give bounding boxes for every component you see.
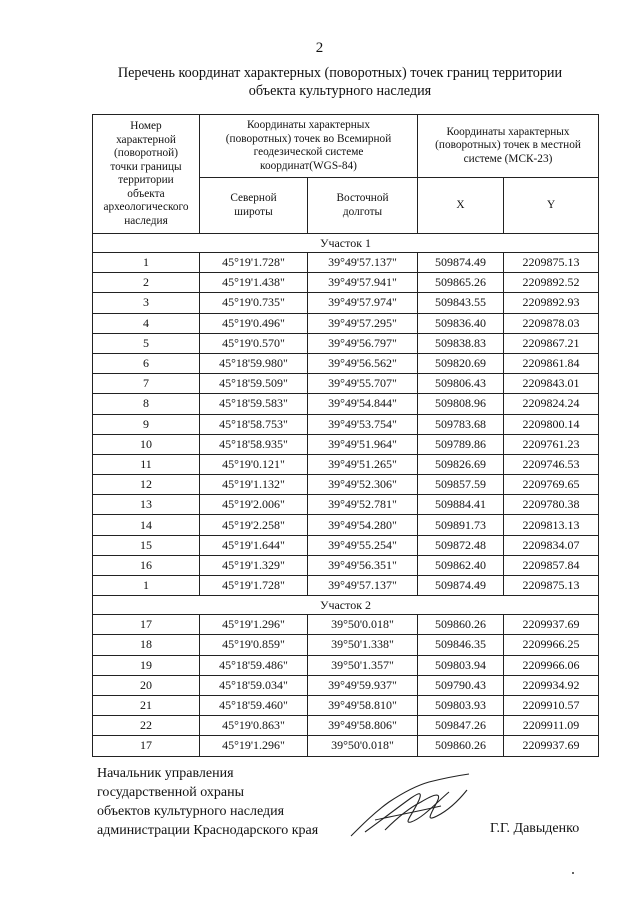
coord-y: 2209813.13 <box>504 515 599 535</box>
text-line: (поворотных) точек во Всемирной <box>225 132 392 145</box>
longitude-east: 39°49'57.137" <box>308 253 418 273</box>
latitude-north: 45°19'1.438" <box>200 273 308 293</box>
latitude-north: 45°19'1.296" <box>200 736 308 756</box>
table-row <box>93 515 599 535</box>
point-number: 17 <box>93 615 200 635</box>
coord-y: 2209966.06 <box>504 655 599 675</box>
header-point-number <box>93 115 200 234</box>
coordinates-table-body <box>93 234 599 757</box>
longitude-east: 39°49'59.937" <box>308 675 418 695</box>
latitude-north: 45°18'59.509" <box>200 374 308 394</box>
coord-y: 2209834.07 <box>504 535 599 555</box>
coord-y: 2209937.69 <box>504 615 599 635</box>
text-line: Координаты характерных <box>446 125 570 138</box>
coord-x: 509843.55 <box>418 293 504 313</box>
header-wgs84-group <box>200 115 418 178</box>
latitude-north: 45°19'1.329" <box>200 555 308 575</box>
table-row <box>93 655 599 675</box>
coord-y: 2209875.13 <box>504 576 599 596</box>
text-line: геодезической системе <box>253 146 364 158</box>
text-line: широты <box>234 205 273 218</box>
coord-y: 2209911.09 <box>504 716 599 736</box>
coord-x: 509790.43 <box>418 675 504 695</box>
coordinates-table <box>92 114 599 757</box>
longitude-east: 39°49'56.797" <box>308 333 418 353</box>
table-row <box>93 434 599 454</box>
coord-y: 2209910.57 <box>504 695 599 715</box>
point-number: 14 <box>93 515 200 535</box>
point-number: 16 <box>93 555 200 575</box>
coord-x: 509860.26 <box>418 736 504 756</box>
table-row <box>93 555 599 575</box>
text-line: (поворотных) точек в местной <box>435 139 581 152</box>
section-title: Участок 1 <box>93 234 599 253</box>
header-y: Y <box>504 178 599 234</box>
table-row <box>93 353 599 373</box>
coord-y: 2209878.03 <box>504 313 599 333</box>
text-line: археологического <box>103 201 189 213</box>
table-row <box>93 313 599 333</box>
latitude-north: 45°19'1.296" <box>200 615 308 635</box>
text-line: Северной <box>230 192 277 204</box>
coord-x: 509836.40 <box>418 313 504 333</box>
coord-x: 509806.43 <box>418 374 504 394</box>
latitude-north: 45°19'0.496" <box>200 313 308 333</box>
latitude-north: 45°19'0.121" <box>200 454 308 474</box>
text-line: Восточной <box>336 192 389 204</box>
latitude-north: 45°19'0.859" <box>200 635 308 655</box>
text-line: точки границы <box>110 160 182 173</box>
coord-x: 509838.83 <box>418 333 504 353</box>
coord-x: 509874.49 <box>418 576 504 596</box>
table-row <box>93 333 599 353</box>
table-row <box>93 695 599 715</box>
longitude-east: 39°49'56.562" <box>308 353 418 373</box>
coord-x: 509803.94 <box>418 655 504 675</box>
coord-x: 509808.96 <box>418 394 504 414</box>
latitude-north: 45°18'58.935" <box>200 434 308 454</box>
longitude-east: 39°49'51.964" <box>308 434 418 454</box>
coord-y: 2209761.23 <box>504 434 599 454</box>
latitude-north: 45°19'2.258" <box>200 515 308 535</box>
document-title-line-2: объекта культурного наследия <box>248 83 432 99</box>
coord-y: 2209937.69 <box>504 736 599 756</box>
text-line: долготы <box>342 205 383 218</box>
point-number: 10 <box>93 434 200 454</box>
table-row <box>93 253 599 273</box>
longitude-east: 39°49'56.351" <box>308 555 418 575</box>
coord-y: 2209861.84 <box>504 353 599 373</box>
text-line: наследия <box>124 214 168 227</box>
table-row <box>93 374 599 394</box>
coord-y: 2209843.01 <box>504 374 599 394</box>
table-row <box>93 475 599 495</box>
point-number: 22 <box>93 716 200 736</box>
point-number: 9 <box>93 414 200 434</box>
longitude-east: 39°50'0.018" <box>308 736 418 756</box>
coord-y: 2209934.92 <box>504 675 599 695</box>
latitude-north: 45°19'0.570" <box>200 333 308 353</box>
text-line: Координаты характерных <box>246 119 371 131</box>
text-line: объекта <box>127 187 165 200</box>
longitude-east: 39°49'57.974" <box>308 293 418 313</box>
latitude-north: 45°18'59.583" <box>200 394 308 414</box>
text-line: объектов культурного наследия <box>97 804 285 819</box>
table-row <box>93 615 599 635</box>
coord-x: 509874.49 <box>418 253 504 273</box>
section-row <box>93 596 599 615</box>
longitude-east: 39°49'57.295" <box>308 313 418 333</box>
table-row <box>93 454 599 474</box>
latitude-north: 45°19'2.006" <box>200 495 308 515</box>
coord-x: 509846.35 <box>418 635 504 655</box>
longitude-east: 39°49'55.254" <box>308 535 418 555</box>
coord-y: 2209824.24 <box>504 394 599 414</box>
longitude-east: 39°49'53.754" <box>308 414 418 434</box>
latitude-north: 45°19'1.728" <box>200 253 308 273</box>
section-row <box>93 234 599 253</box>
latitude-north: 45°19'1.728" <box>200 576 308 596</box>
coord-y: 2209746.53 <box>504 454 599 474</box>
latitude-north: 45°18'59.460" <box>200 695 308 715</box>
coord-x: 509857.59 <box>418 475 504 495</box>
longitude-east: 39°49'52.306" <box>308 475 418 495</box>
coord-x: 509803.93 <box>418 695 504 715</box>
table-row <box>93 394 599 414</box>
table-row <box>93 576 599 596</box>
signatory-position <box>97 764 318 840</box>
latitude-north: 45°18'58.753" <box>200 414 308 434</box>
document-title-line-1: Перечень координат характерных (поворотных) точек границ территории <box>117 65 563 81</box>
coord-y: 2209800.14 <box>504 414 599 434</box>
longitude-east: 39°49'57.137" <box>308 576 418 596</box>
header-x: X <box>418 178 504 234</box>
coord-y: 2209780.38 <box>504 495 599 515</box>
latitude-north: 45°19'1.132" <box>200 475 308 495</box>
point-number: 15 <box>93 535 200 555</box>
point-number: 17 <box>93 736 200 756</box>
latitude-north: 45°18'59.486" <box>200 655 308 675</box>
table-row <box>93 716 599 736</box>
section-title: Участок 2 <box>93 596 599 615</box>
longitude-east: 39°50'0.018" <box>308 615 418 635</box>
document-title <box>40 64 639 100</box>
header-north-latitude <box>200 178 308 234</box>
point-number: 18 <box>93 635 200 655</box>
coord-x: 509865.26 <box>418 273 504 293</box>
point-number: 2 <box>93 273 200 293</box>
coord-x: 509860.26 <box>418 615 504 635</box>
coord-y: 2209875.13 <box>504 253 599 273</box>
coord-x: 509820.69 <box>418 353 504 373</box>
coord-y: 2209892.52 <box>504 273 599 293</box>
header-msk23-group <box>418 115 599 178</box>
text-line: Номер <box>130 120 162 132</box>
point-number: 21 <box>93 695 200 715</box>
longitude-east: 39°49'57.941" <box>308 273 418 293</box>
point-number: 20 <box>93 675 200 695</box>
table-row <box>93 736 599 756</box>
latitude-north: 45°18'59.034" <box>200 675 308 695</box>
point-number: 13 <box>93 495 200 515</box>
latitude-north: 45°19'0.735" <box>200 293 308 313</box>
coord-x: 509884.41 <box>418 495 504 515</box>
longitude-east: 39°49'52.781" <box>308 495 418 515</box>
table-row <box>93 414 599 434</box>
point-number: 6 <box>93 353 200 373</box>
latitude-north: 45°19'0.863" <box>200 716 308 736</box>
longitude-east: 39°49'58.806" <box>308 716 418 736</box>
text-line: системе (МСК-23) <box>463 152 553 165</box>
coord-y: 2209857.84 <box>504 555 599 575</box>
longitude-east: 39°49'51.265" <box>308 454 418 474</box>
table-row <box>93 535 599 555</box>
coord-y: 2209966.25 <box>504 635 599 655</box>
longitude-east: 39°49'54.844" <box>308 394 418 414</box>
latitude-north: 45°18'59.980" <box>200 353 308 373</box>
longitude-east: 39°49'55.707" <box>308 374 418 394</box>
coord-x: 509826.69 <box>418 454 504 474</box>
coord-y: 2209769.65 <box>504 475 599 495</box>
coord-x: 509783.68 <box>418 414 504 434</box>
point-number: 4 <box>93 313 200 333</box>
text-line: территории <box>118 174 174 186</box>
coord-x: 509862.40 <box>418 555 504 575</box>
text-line: администрации Краснодарского края <box>97 823 319 838</box>
point-number: 12 <box>93 475 200 495</box>
page-number: 2 <box>315 40 324 56</box>
coord-x: 509789.86 <box>418 434 504 454</box>
longitude-east: 39°50'1.338" <box>308 635 418 655</box>
text-line: Начальник управления <box>97 766 234 781</box>
point-number: 3 <box>93 293 200 313</box>
coord-y: 2209867.21 <box>504 333 599 353</box>
text-line: характерной <box>116 133 176 146</box>
longitude-east: 39°49'58.810" <box>308 695 418 715</box>
table-row <box>93 293 599 313</box>
text-line: государственной охраны <box>97 785 245 800</box>
text-line: (поворотной) <box>114 147 178 159</box>
point-number: 5 <box>93 333 200 353</box>
point-number: 11 <box>93 454 200 474</box>
point-number: 1 <box>93 253 200 273</box>
coord-x: 509847.26 <box>418 716 504 736</box>
coord-x: 509891.73 <box>418 515 504 535</box>
scan-dot <box>572 872 574 874</box>
signatory-name: Г.Г. Давыденко <box>490 821 580 836</box>
coord-x: 509872.48 <box>418 535 504 555</box>
point-number: 7 <box>93 374 200 394</box>
latitude-north: 45°19'1.644" <box>200 535 308 555</box>
point-number: 19 <box>93 655 200 675</box>
coord-y: 2209892.93 <box>504 293 599 313</box>
longitude-east: 39°50'1.357" <box>308 655 418 675</box>
table-row <box>93 635 599 655</box>
text-line: координат(WGS-84) <box>260 159 357 172</box>
table-row <box>93 273 599 293</box>
table-row <box>93 495 599 515</box>
point-number: 8 <box>93 394 200 414</box>
handwritten-signature <box>345 772 475 842</box>
table-row <box>93 675 599 695</box>
header-east-longitude <box>308 178 418 234</box>
point-number: 1 <box>93 576 200 596</box>
longitude-east: 39°49'54.280" <box>308 515 418 535</box>
